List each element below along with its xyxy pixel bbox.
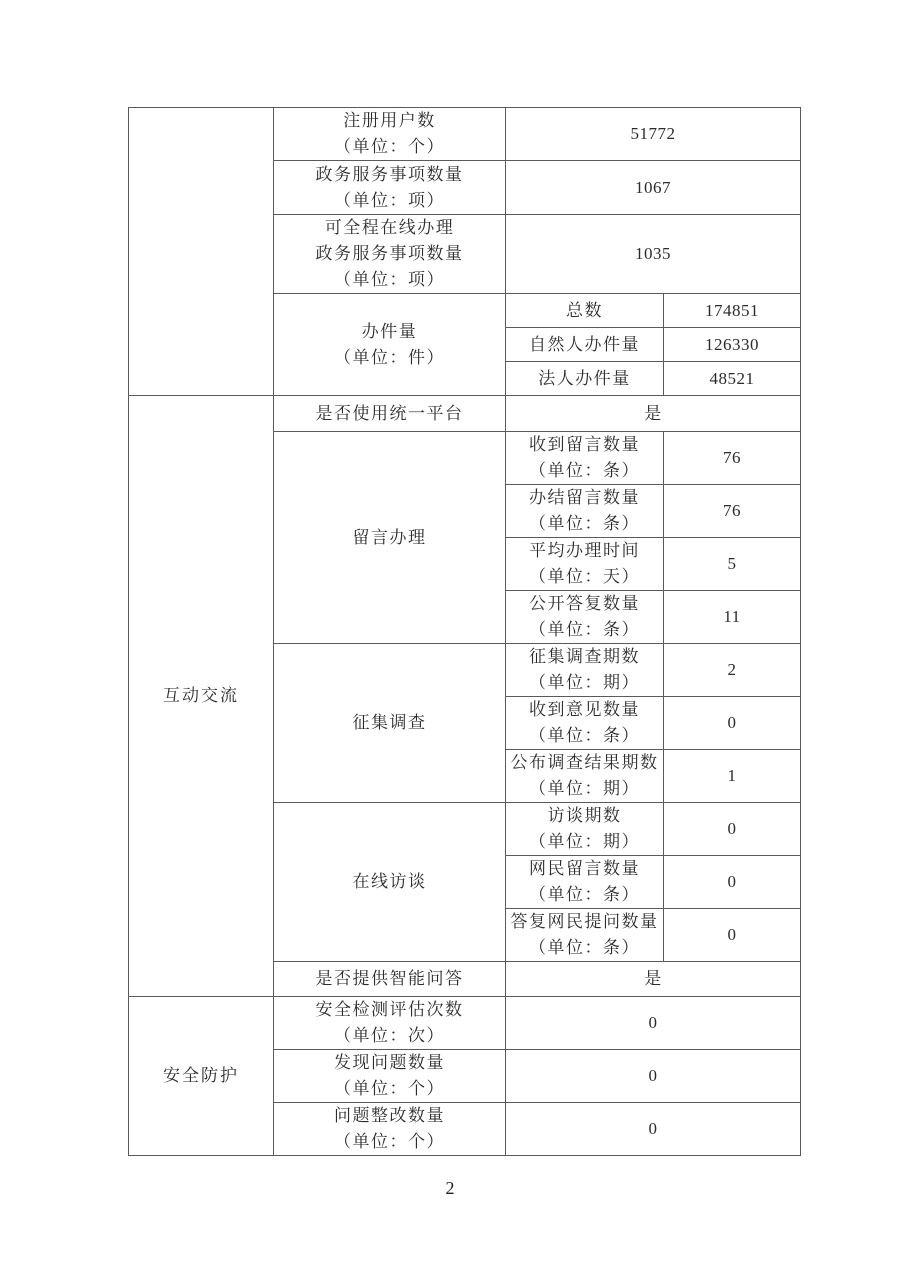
metric-unit: （单位：个） bbox=[334, 1079, 445, 1098]
metric-unit: （单位：次） bbox=[334, 1026, 445, 1045]
table-row bbox=[129, 396, 801, 432]
sub-label: 访谈期数 bbox=[547, 806, 622, 825]
metric-label-cell bbox=[274, 215, 506, 294]
metric-unit: （单位：个） bbox=[334, 137, 445, 156]
sub-value: 11 bbox=[664, 591, 801, 644]
sub-label: 收到意见数量 bbox=[529, 700, 640, 719]
metric-label: 政务服务事项数量 bbox=[315, 244, 464, 263]
sub-label-cell bbox=[506, 538, 664, 591]
metric-label: 发现问题数量 bbox=[334, 1053, 445, 1072]
sub-label-cell bbox=[506, 485, 664, 538]
group-label-cell: 征集调查 bbox=[274, 644, 506, 803]
sub-unit: （单位：期） bbox=[529, 779, 640, 798]
report-table bbox=[128, 107, 801, 1156]
sub-label: 答复网民提问数量 bbox=[510, 912, 659, 931]
sub-label-cell bbox=[506, 856, 664, 909]
sub-label-cell bbox=[506, 909, 664, 962]
category-cell-security: 安全防护 bbox=[129, 997, 274, 1156]
sub-label-cell bbox=[506, 644, 664, 697]
metric-value: 1067 bbox=[506, 161, 801, 215]
metric-label: 安全检测评估次数 bbox=[315, 1000, 464, 1019]
metric-label-cell: 是否提供智能问答 bbox=[274, 962, 506, 997]
sub-label-cell bbox=[506, 750, 664, 803]
metric-value: 1035 bbox=[506, 215, 801, 294]
sub-unit: （单位：条） bbox=[529, 461, 640, 480]
sub-value: 174851 bbox=[664, 294, 801, 328]
sub-unit: （单位：条） bbox=[529, 726, 640, 745]
metric-unit: （单位：个） bbox=[334, 1132, 445, 1151]
sub-label: 网民留言数量 bbox=[529, 859, 640, 878]
sub-unit: （单位：条） bbox=[529, 514, 640, 533]
table-row bbox=[129, 997, 801, 1050]
sub-unit: （单位：条） bbox=[529, 938, 640, 957]
metric-label-cell bbox=[274, 997, 506, 1050]
sub-value: 76 bbox=[664, 432, 801, 485]
group-label-cell: 在线访谈 bbox=[274, 803, 506, 962]
metric-label-cell bbox=[274, 108, 506, 161]
sub-value: 0 bbox=[664, 697, 801, 750]
sub-value: 0 bbox=[664, 856, 801, 909]
sub-label: 自然人办件量 bbox=[506, 328, 664, 362]
category-cell-interaction: 互动交流 bbox=[129, 396, 274, 997]
sub-label: 征集调查期数 bbox=[529, 647, 640, 666]
sub-label: 总数 bbox=[506, 294, 664, 328]
category-cell-blank bbox=[129, 108, 274, 396]
sub-value: 1 bbox=[664, 750, 801, 803]
metric-label-cell bbox=[274, 1103, 506, 1156]
metric-label: 问题整改数量 bbox=[334, 1106, 445, 1125]
metric-unit: （单位：项） bbox=[334, 190, 445, 210]
sub-label: 收到留言数量 bbox=[529, 435, 640, 454]
table-row bbox=[129, 108, 801, 161]
metric-label-cell bbox=[274, 161, 506, 215]
metric-value: 0 bbox=[506, 997, 801, 1050]
metric-label: 注册用户数 bbox=[343, 111, 436, 130]
sub-value: 5 bbox=[664, 538, 801, 591]
group-unit: （单位：件） bbox=[334, 347, 445, 367]
sub-unit: （单位：期） bbox=[529, 673, 640, 692]
metric-value: 51772 bbox=[506, 108, 801, 161]
sub-unit: （单位：条） bbox=[529, 620, 640, 639]
metric-value: 是 bbox=[506, 962, 801, 997]
metric-value: 是 bbox=[506, 396, 801, 432]
sub-value: 76 bbox=[664, 485, 801, 538]
sub-label: 法人办件量 bbox=[506, 362, 664, 396]
sub-label: 平均办理时间 bbox=[529, 541, 640, 560]
metric-label: 政务服务事项数量 bbox=[315, 164, 464, 184]
page-number: 2 bbox=[445, 1178, 455, 1198]
group-label-cell bbox=[274, 294, 506, 396]
sub-unit: （单位：条） bbox=[529, 885, 640, 904]
sub-label-cell bbox=[506, 803, 664, 856]
sub-value: 0 bbox=[664, 803, 801, 856]
sub-value: 126330 bbox=[664, 328, 801, 362]
sub-unit: （单位：天） bbox=[529, 567, 640, 586]
metric-label-cell: 是否使用统一平台 bbox=[274, 396, 506, 432]
sub-label: 办结留言数量 bbox=[529, 488, 640, 507]
metric-unit: （单位：项） bbox=[334, 270, 445, 289]
sub-label-cell bbox=[506, 432, 664, 485]
sub-unit: （单位：期） bbox=[529, 832, 640, 851]
sub-label-cell bbox=[506, 697, 664, 750]
sub-label: 公布调查结果期数 bbox=[510, 753, 659, 772]
sub-label-cell bbox=[506, 591, 664, 644]
group-label-cell: 留言办理 bbox=[274, 432, 506, 644]
metric-label-cell bbox=[274, 1050, 506, 1103]
sub-value: 0 bbox=[664, 909, 801, 962]
sub-label: 公开答复数量 bbox=[529, 594, 640, 613]
metric-value: 0 bbox=[506, 1103, 801, 1156]
sub-value: 48521 bbox=[664, 362, 801, 396]
sub-value: 2 bbox=[664, 644, 801, 697]
group-label: 办件量 bbox=[361, 321, 418, 341]
metric-label: 可全程在线办理 bbox=[324, 218, 455, 237]
metric-value: 0 bbox=[506, 1050, 801, 1103]
